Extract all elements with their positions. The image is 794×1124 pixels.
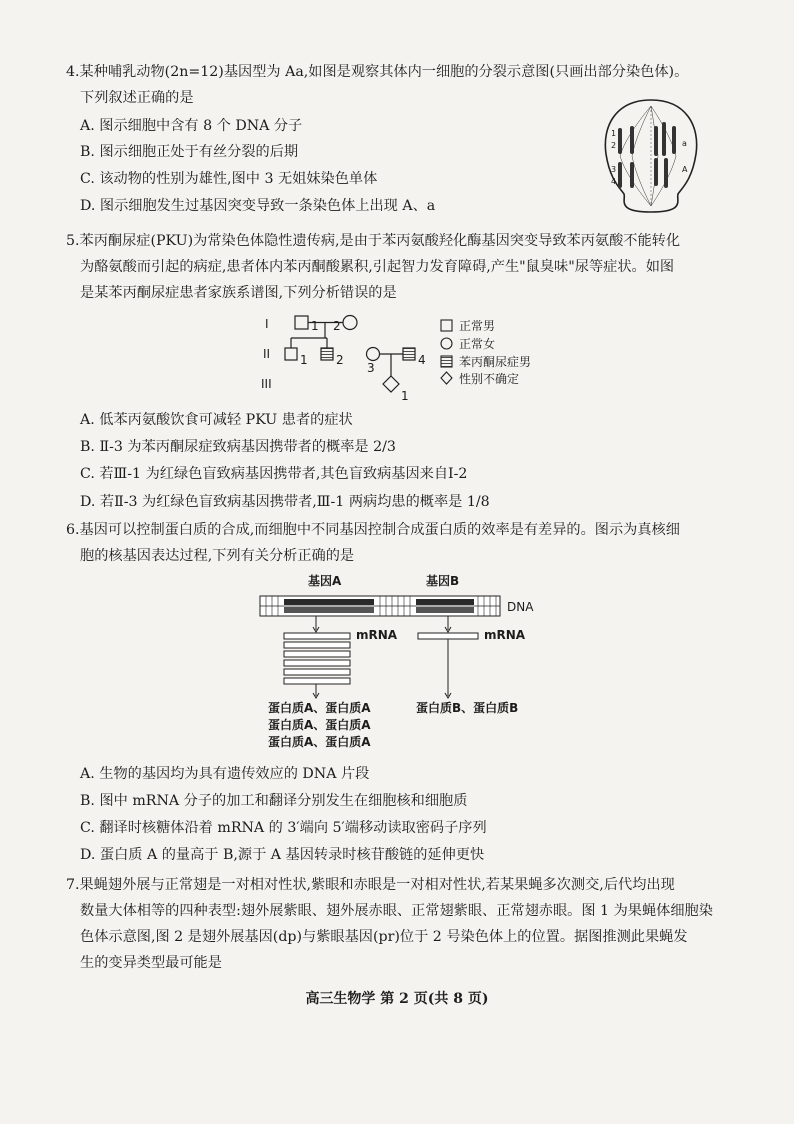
q6-option-c: C. 翻译时核糖体沿着 mRNA 的 3′端向 5′端移动读取密码子序列 xyxy=(80,820,487,836)
q7-stem-line3: 色体示意图,图 2 是翅外展基因(dp)与紫眼基因(pr)位于 2 号染色体上的位置。据图推测此果蝇发 xyxy=(80,929,688,945)
q4-option-b: B. 图示细胞正处于有丝分裂的后期 xyxy=(80,144,299,160)
protein-a-row1: 蛋白质A、蛋白质A xyxy=(268,701,371,715)
q4-stem-line1: 4.某种哺乳动物(2n=12)基因型为 Aa,如图是观察其体内一细胞的分裂示意图(只画出部分染色体)。 xyxy=(66,64,689,80)
individual-i2: 2 xyxy=(333,319,341,333)
legend-affected-male: 苯丙酮尿症男 xyxy=(459,355,532,369)
individual-ii3: 3 xyxy=(367,361,375,375)
figure-label-gene-a-lower: a xyxy=(682,139,687,148)
q5-option-c: C. 若Ⅲ-1 为红绿色盲致病基因携带者,其色盲致病基因来自Ⅰ-2 xyxy=(80,466,468,482)
q5-option-a: A. 低苯丙氨酸饮食可减轻 PKU 患者的症状 xyxy=(80,412,353,428)
protein-a-row3: 蛋白质A、蛋白质A xyxy=(268,735,371,749)
figure-label-gene-a-upper: A xyxy=(682,165,688,174)
gene-a-label: 基因A xyxy=(308,574,342,588)
legend-normal-female: 正常女 xyxy=(459,337,496,351)
q6-option-a: A. 生物的基因均为具有遗传效应的 DNA 片段 xyxy=(80,766,370,782)
q5-stem-line2: 为酪氨酸而引起的病症,患者体内苯丙酮酸累积,引起智力发育障碍,产生"鼠臭味"尿等症状。如图 xyxy=(80,259,675,275)
page-footer: 高三生物学 第 2 页(共 8 页) xyxy=(305,991,489,1007)
q4-option-d: D. 图示细胞发生过基因突变导致一条染色体上出现 A、a xyxy=(80,198,436,214)
q7-stem-line1: 7.果蝇翅外展与正常翅是一对相对性状,紫眼和赤眼是一对相对性状,若某果蝇多次测交,后代均出现 xyxy=(66,877,675,893)
mrna-a-label: mRNA xyxy=(356,628,398,642)
protein-b-row: 蛋白质B、蛋白质B xyxy=(416,701,519,715)
individual-ii2: 2 xyxy=(336,353,344,367)
pedigree-chart xyxy=(255,308,555,418)
q5-stem-line3: 是某苯丙酮尿症患者家族系谱图,下列分析错误的是 xyxy=(80,285,397,301)
individual-ii4: 4 xyxy=(418,353,426,367)
gene-b-label: 基因B xyxy=(426,574,460,588)
legend-normal-male: 正常男 xyxy=(459,319,496,333)
protein-a-row2: 蛋白质A、蛋白质A xyxy=(268,718,371,732)
q6-option-b: B. 图中 mRNA 分子的加工和翻译分别发生在细胞核和细胞质 xyxy=(80,793,468,809)
mrna-b-label: mRNA xyxy=(484,628,526,642)
figure-label-4: 4 xyxy=(611,177,617,186)
generation-label-3: III xyxy=(261,377,272,391)
q7-stem-line2: 数量大体相等的四种表型:翅外展紫眼、翅外展赤眼、正常翅紫眼、正常翅赤眼。图 1 为果蝇体细胞染 xyxy=(80,903,713,919)
individual-iii1: 1 xyxy=(401,389,409,403)
figure-label-1: 1 xyxy=(611,129,617,138)
q5-option-b: B. Ⅱ-3 为苯丙酮尿症致病基因携带者的概率是 2/3 xyxy=(80,439,396,455)
dna-label: DNA xyxy=(507,600,534,614)
individual-ii1: 1 xyxy=(300,353,308,367)
figure-label-3: 3 xyxy=(611,165,617,174)
q6-option-d: D. 蛋白质 A 的量高于 B,源于 A 基因转录时核苷酸链的延伸更快 xyxy=(80,847,485,863)
generation-label-2: II xyxy=(263,347,271,361)
q6-stem-line1: 6.基因可以控制蛋白质的合成,而细胞中不同基因控制合成蛋白质的效率是有差异的。图示为真核细 xyxy=(66,522,680,538)
legend-unknown-sex: 性别不确定 xyxy=(459,372,520,386)
q5-stem-line1: 5.苯丙酮尿症(PKU)为常染色体隐性遗传病,是由于苯丙氨酸羟化酶基因突变导致苯丙氨酸不能转化 xyxy=(66,233,681,249)
q5-option-d: D. 若Ⅱ-3 为红绿色盲致病基因携带者,Ⅲ-1 两病均患的概率是 1/8 xyxy=(80,494,490,510)
cell-division-figure xyxy=(596,96,706,216)
q4-option-a: A. 图示细胞中含有 8 个 DNA 分子 xyxy=(80,118,303,134)
q7-stem-line4: 生的变异类型最可能是 xyxy=(80,955,222,971)
individual-i1: 1 xyxy=(311,319,319,333)
q4-option-c: C. 该动物的性别为雄性,图中 3 无姐妹染色单体 xyxy=(80,171,378,187)
q6-stem-line2: 胞的核基因表达过程,下列有关分析正确的是 xyxy=(80,548,355,564)
figure-label-2: 2 xyxy=(611,141,617,150)
gene-expression-diagram xyxy=(258,572,548,752)
generation-label-1: I xyxy=(265,317,269,331)
q4-stem-line2: 下列叙述正确的是 xyxy=(80,90,194,106)
